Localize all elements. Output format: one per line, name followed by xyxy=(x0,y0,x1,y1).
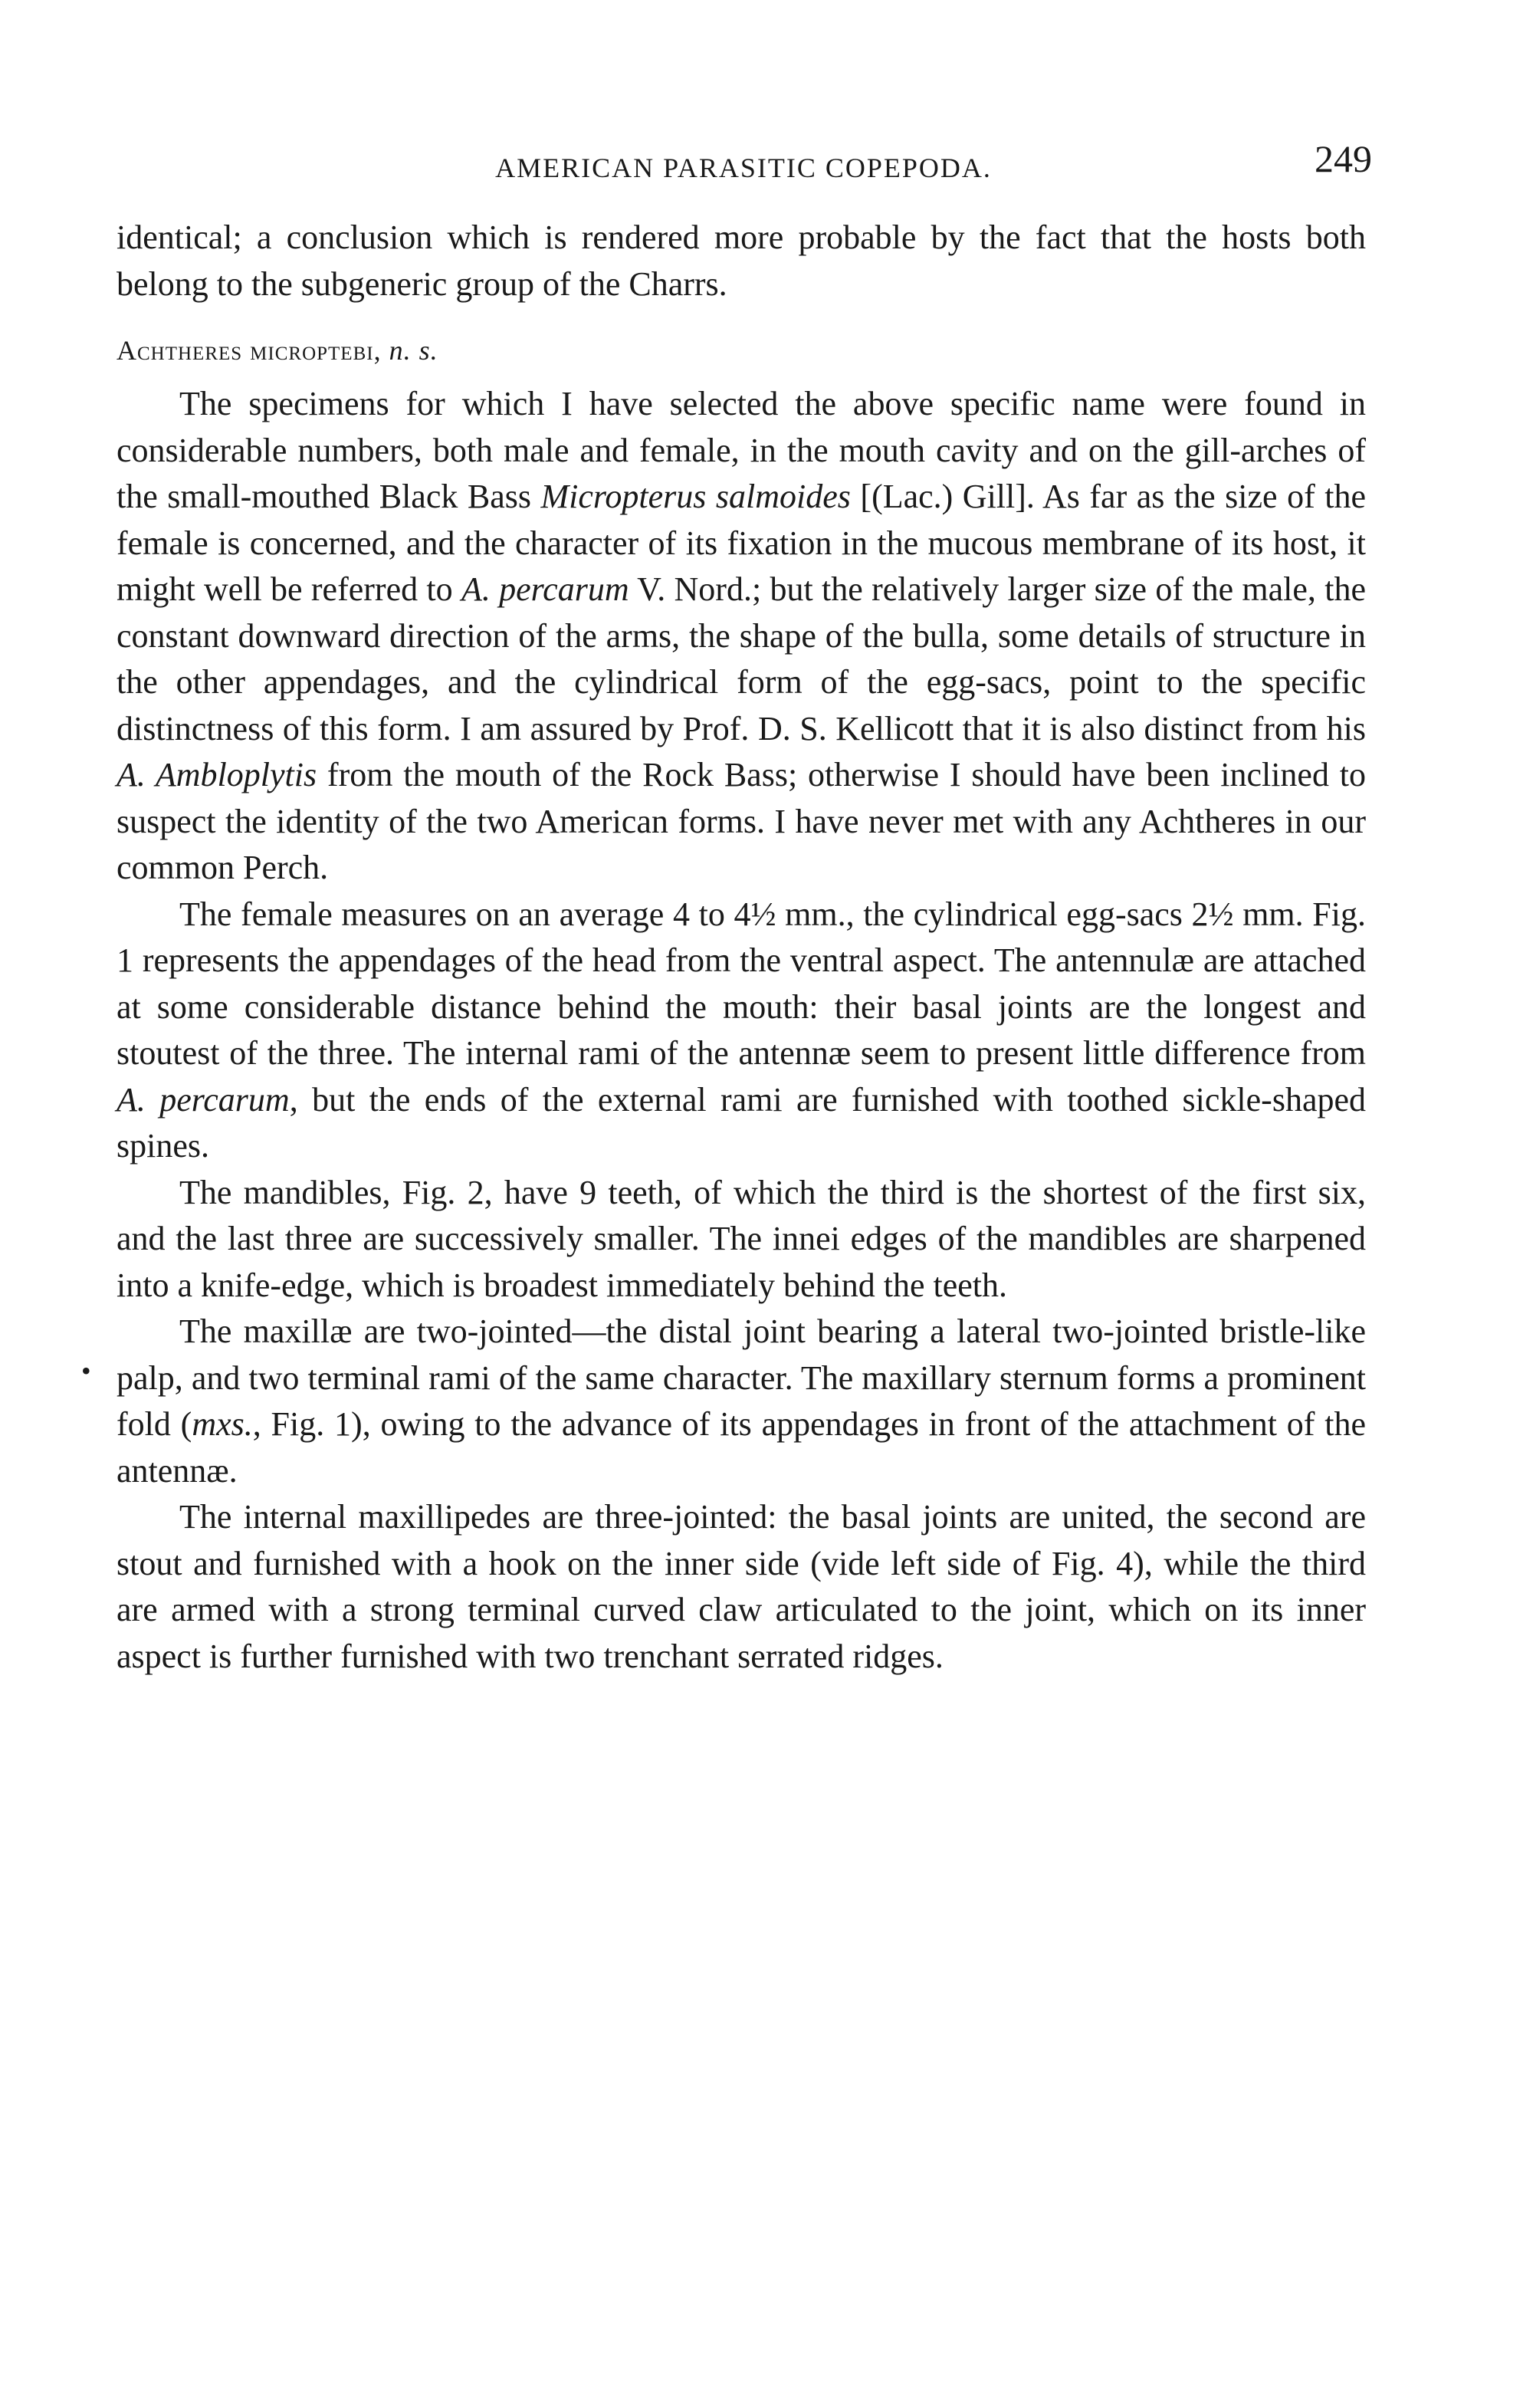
paragraph-female-measures xyxy=(117,892,1366,1170)
text-run: from the mouth of the Rock Bass; otherwise I should have been inclined to suspect the identity of the two American forms. I have never met with any Achtheres in our common Perch. xyxy=(117,756,1366,886)
species-reference: A. Ambloplytis xyxy=(117,756,317,793)
paragraph-continued: identical; a conclusion which is rendered more probable by the fact that the hosts both belong to the subgeneric group of the Charrs. xyxy=(117,218,1366,303)
paragraph-maxillae xyxy=(117,1309,1366,1494)
paragraph-mandibles: The mandibles, Fig. 2, have 9 teeth, of which the third is the shortest of the first six, and the last three are successively smaller. The innei edges of the mandibles are sharpened into a knife-edge, which is broadest immediately behind the teeth. xyxy=(117,1173,1366,1304)
paragraph-specimens xyxy=(117,381,1366,892)
species-heading xyxy=(117,327,1366,373)
species-reference: A. percarum xyxy=(117,1080,290,1119)
text-run: , but the ends of the external rami are furnished with toothed sickle-shaped spines. xyxy=(117,1080,1367,1165)
body-text xyxy=(117,215,1366,1680)
text-run: The maxillæ are two-jointed—the distal joint bearing a lateral two-jointed bristle-like palp, and two terminal rami of the same character. The maxillary sternum forms a prominent fold ( xyxy=(117,1312,1366,1443)
page-number: 249 xyxy=(1315,137,1372,180)
running-head xyxy=(115,136,1372,190)
species-status: n. s. xyxy=(389,335,438,366)
host-species-name: Micropterus salmoides xyxy=(540,478,851,515)
text-run: The female measures on an average 4 to 4½ mm., the cylindrical egg-sacs 2½ mm. Fig. 1 represents the appendages of the head from the ventral aspect. The antennulæ are attached at some considerable distance behind the mouth: their basal joints are the longest and stoutest of the three. The internal rami of the antennæ seem to present little difference from xyxy=(117,895,1366,1072)
text-run: The specimens for which I have selected the above specific name were found in considerable numbers, both male and female, in the mouth cavity and on the gill-arches of the small-mouthed Black Bass xyxy=(117,385,1366,515)
species-name: Achtheres microptebi, xyxy=(117,335,382,366)
paragraph-maxillipedes: The internal maxillipedes are three-jointed: the basal joints are united, the second are stout and furnished with a hook on the inner side (vide left side of Fig. 4), while the third are armed with a strong terminal curved claw articulated to the joint, which on its inner aspect is further furnished with two trenchant serrated ridges. xyxy=(117,1498,1366,1675)
text-run: [(Lac.) Gill]. As far as the size of the female is concerned, and the character of its fixation in the mucous membrane of its host, it might well be referred to xyxy=(117,478,1366,608)
text-run: , Fig. 1), owing to the advance of its appendages in front of the attachment of the antennæ. xyxy=(117,1405,1366,1490)
figure-abbreviation: mxs. xyxy=(192,1405,253,1443)
margin-mark: • xyxy=(81,1355,91,1386)
text-run: V. Nord.; but the relatively larger size of the male, the constant downward direction of the arms, the shape of the bulla, some details of structure in the other appendages, and the cylindrical form of the egg-sacs, point to the specific distinctness of this form. I am assured by Prof. D. S. Kellicott that it is also distinct from his xyxy=(117,570,1366,747)
running-title: AMERICAN PARASITIC COPEPODA. xyxy=(495,153,992,183)
species-reference: A. percarum xyxy=(461,570,629,608)
